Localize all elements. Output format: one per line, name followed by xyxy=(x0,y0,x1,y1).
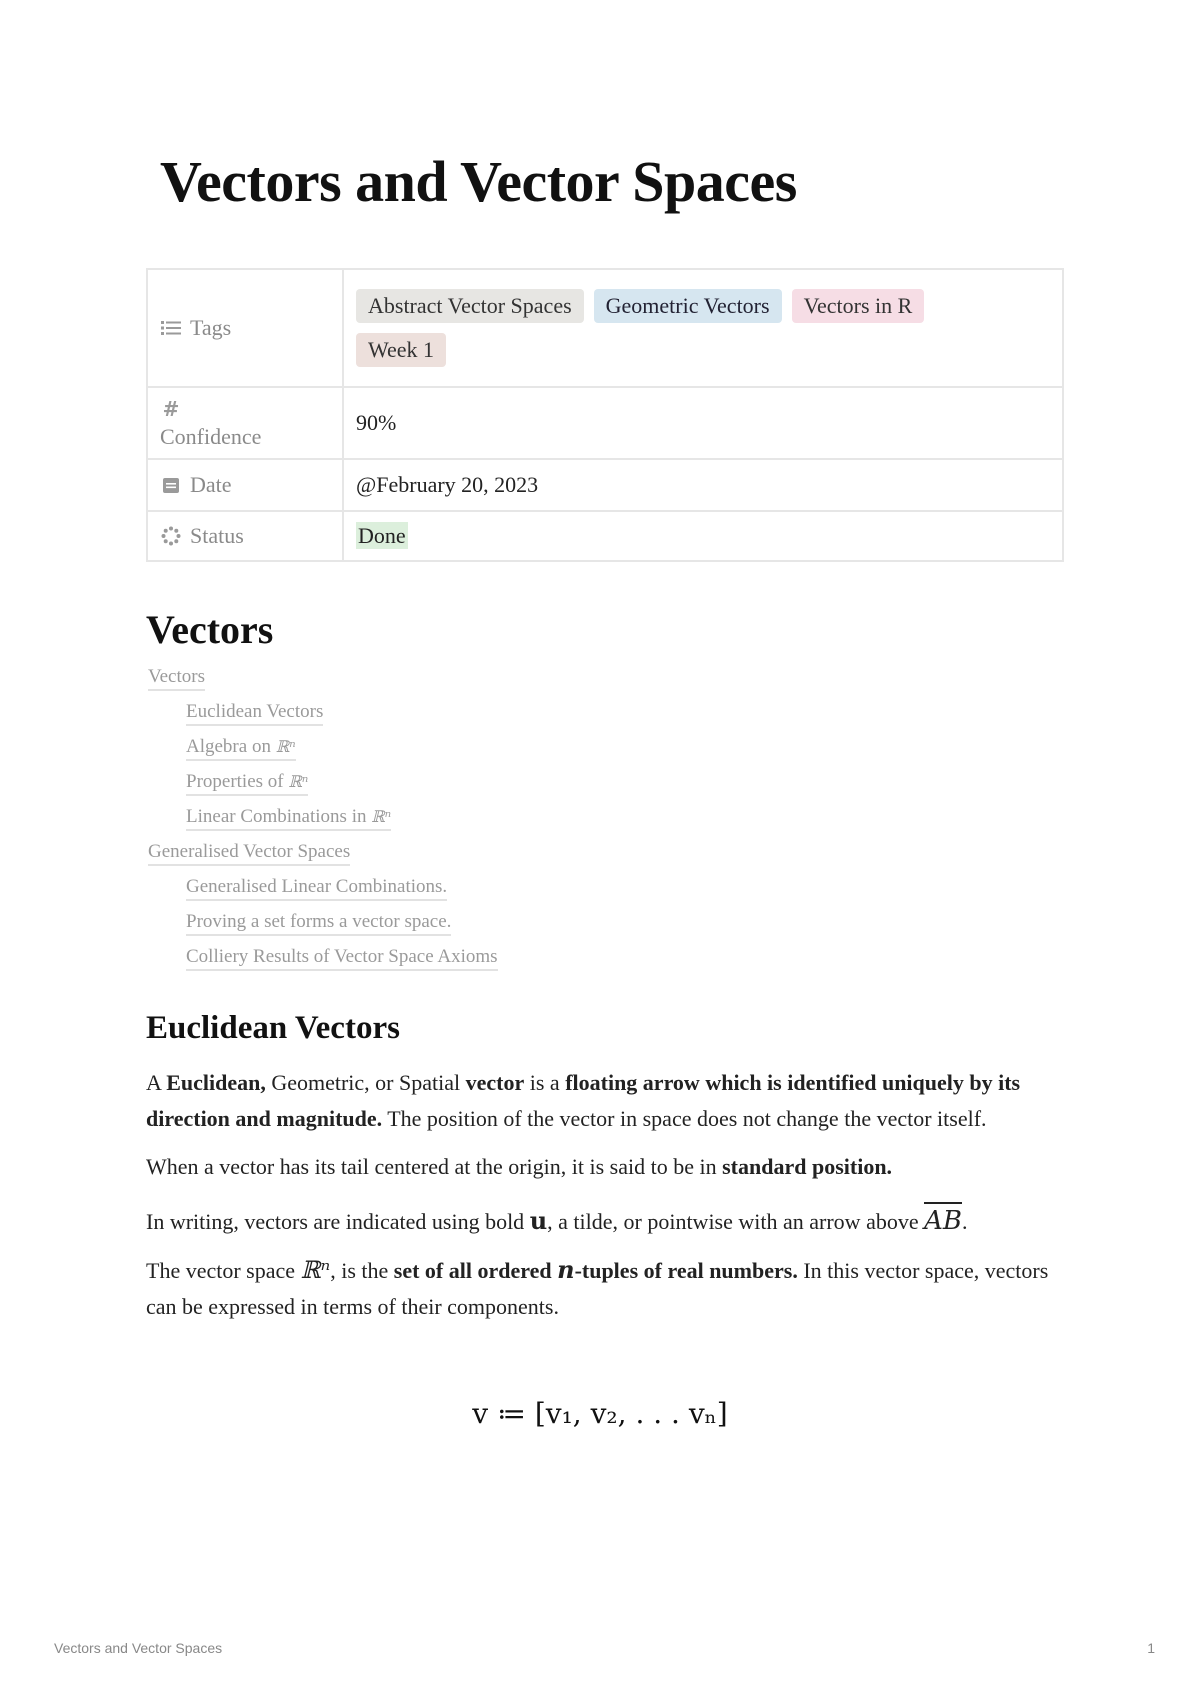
footer-document-name: Vectors and Vector Spaces xyxy=(54,1640,223,1656)
table-of-contents xyxy=(148,660,498,975)
rn-symbol: ℝⁿ xyxy=(288,772,309,791)
toc-link-linear-combinations[interactable] xyxy=(186,805,391,831)
property-row-status xyxy=(147,511,1063,561)
tags-label: Tags xyxy=(190,315,232,340)
bold-text: Euclidean, xyxy=(166,1070,266,1095)
bold-vector-u: u xyxy=(529,1206,548,1235)
text: In this vector space, vectors can be expressed in terms of their components. xyxy=(146,1258,1049,1319)
tag-geometric-vectors[interactable]: Geometric Vectors xyxy=(594,289,782,323)
toc-link-vectors[interactable]: Vectors xyxy=(148,665,205,691)
property-value-confidence[interactable]: 90% xyxy=(343,387,1063,459)
property-row-tags xyxy=(147,269,1063,387)
rn-symbol: ℝⁿ xyxy=(300,1256,331,1284)
section-heading-vectors: Vectors xyxy=(146,607,274,652)
date-label: Date xyxy=(190,472,232,497)
heading-euclidean-vectors: Euclidean Vectors xyxy=(146,1010,400,1046)
bold-text: -tuples of real numbers. xyxy=(574,1258,798,1283)
bold-text: set of all ordered xyxy=(393,1258,558,1283)
bold-text: floating arrow which is identified uniquely by its direction and magnitude. xyxy=(146,1070,1021,1131)
toc-link-euclidean-vectors[interactable]: Euclidean Vectors xyxy=(186,700,323,726)
text: The vector space xyxy=(146,1258,301,1283)
toc-lincomb-text: Linear Combinations in xyxy=(186,806,372,827)
toc-link-properties-of-rn[interactable] xyxy=(186,770,308,796)
page-title: Vectors and Vector Spaces xyxy=(160,149,797,214)
toc-link-proving-vector-space[interactable]: Proving a set forms a vector space. xyxy=(186,910,451,936)
property-row-confidence xyxy=(147,387,1063,459)
vector-components-equation: v ≔ [v₁, v₂, . . . vₙ] xyxy=(472,1397,728,1430)
tag-vectors-in-r[interactable]: Vectors in R xyxy=(792,289,925,323)
paragraph-standard-position xyxy=(146,1149,1068,1185)
property-value-status[interactable] xyxy=(343,511,1063,561)
tag-abstract-vector-spaces[interactable]: Abstract Vector Spaces xyxy=(356,289,584,323)
text: A xyxy=(146,1070,167,1095)
tag-week-1[interactable]: Week 1 xyxy=(356,333,446,367)
rn-symbol: ℝⁿ xyxy=(371,807,392,826)
calendar-icon xyxy=(160,474,182,496)
property-value-date[interactable]: @February 20, 2023 xyxy=(343,459,1063,511)
status-badge: Done xyxy=(358,523,406,548)
toc-link-algebra-on-rn[interactable] xyxy=(186,735,296,761)
math-n: n xyxy=(557,1255,575,1284)
footer-page-number: 1 xyxy=(1147,1640,1155,1656)
text: , a tilde, or pointwise with an arrow above xyxy=(547,1209,925,1234)
property-row-date xyxy=(147,459,1063,511)
toc-algebra-text: Algebra on xyxy=(186,736,276,757)
property-key-status xyxy=(147,511,343,561)
vector-ab-arrow: AB xyxy=(924,1206,962,1236)
list-icon xyxy=(160,317,182,339)
paragraph-vector-space-rn xyxy=(146,1252,1068,1325)
paragraph-notation xyxy=(146,1203,1068,1240)
property-key-date xyxy=(147,459,343,511)
text: , is the xyxy=(330,1258,394,1283)
euclidean-body xyxy=(146,1065,1068,1337)
text: . xyxy=(962,1209,968,1234)
toc-link-generalised-vector-spaces[interactable]: Generalised Vector Spaces xyxy=(148,840,350,866)
rn-symbol: ℝⁿ xyxy=(275,737,296,756)
property-key-tags xyxy=(147,269,343,387)
status-label: Status xyxy=(190,523,244,548)
text: Geometric, or Spatial xyxy=(265,1070,466,1095)
confidence-label: Confidence xyxy=(160,424,262,449)
toc-link-generalised-linear-combinations[interactable]: Generalised Linear Combinations. xyxy=(186,875,447,901)
text: In writing, vectors are indicated using bold xyxy=(146,1209,530,1234)
bold-text: standard position. xyxy=(722,1154,893,1179)
toc-properties-text: Properties of xyxy=(186,771,289,792)
hash-icon: # xyxy=(162,397,180,421)
property-value-tags xyxy=(343,269,1063,387)
properties-table xyxy=(146,268,1064,562)
bold-text: vector xyxy=(465,1070,525,1095)
text: is a xyxy=(524,1070,566,1095)
property-key-confidence xyxy=(147,387,343,459)
text: The position of the vector in space does not change the vector itself. xyxy=(382,1106,987,1131)
text: When a vector has its tail centered at the origin, it is said to be in xyxy=(146,1154,723,1179)
toc-link-colliery-results[interactable]: Colliery Results of Vector Space Axioms xyxy=(186,945,498,971)
paragraph-definition xyxy=(146,1065,1068,1137)
status-icon xyxy=(160,525,182,547)
